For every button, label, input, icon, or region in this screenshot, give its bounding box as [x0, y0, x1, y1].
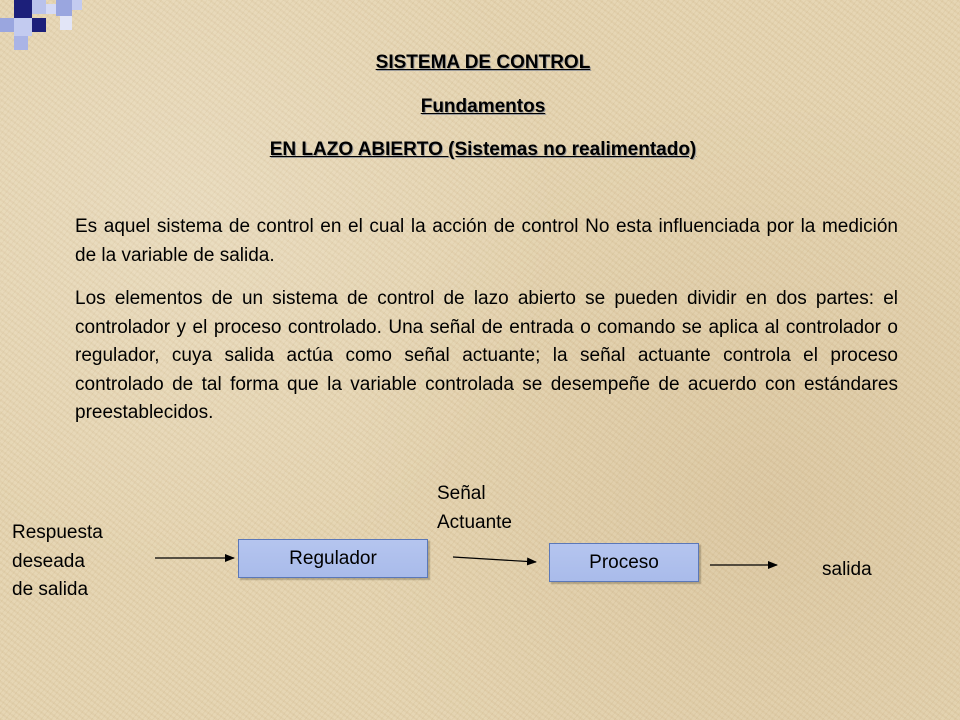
subtitle: Fundamentos: [420, 96, 546, 117]
actuating-label-line: Actuante: [437, 511, 512, 533]
output-label: salida: [822, 559, 872, 580]
elements-paragraph: Los elementos de un sistema de control de lazo abierto se pueden dividir en dos partes: el controlador y el proceso controlado. Una señal de entrada o comando se aplica al controlador o regulador, cuya salida actúa como señal actuante; la señal actuante controla el proceso controlado de tal forma que la variable controlada se desempeñe de acuerdo con estándares preestablecidos.: [75, 288, 898, 423]
input-label-line: de salida: [12, 579, 89, 600]
input-label-line: Respuesta: [12, 522, 103, 543]
proceso-block: Proceso: [549, 543, 699, 582]
main-title: SISTEMA DE CONTROL: [375, 52, 591, 73]
actuating-label-line: Señal: [437, 483, 486, 504]
input-label-line: deseada: [12, 550, 85, 572]
section-title: EN LAZO ABIERTO (Sistemas no realimentado): [269, 139, 697, 160]
regulador-block: Regulador: [238, 539, 428, 578]
actuating-arrow: [453, 557, 536, 562]
definition-paragraph: Es aquel sistema de control en el cual la acción de control No esta influenciada por la medición de la variable de salida.: [75, 216, 898, 266]
